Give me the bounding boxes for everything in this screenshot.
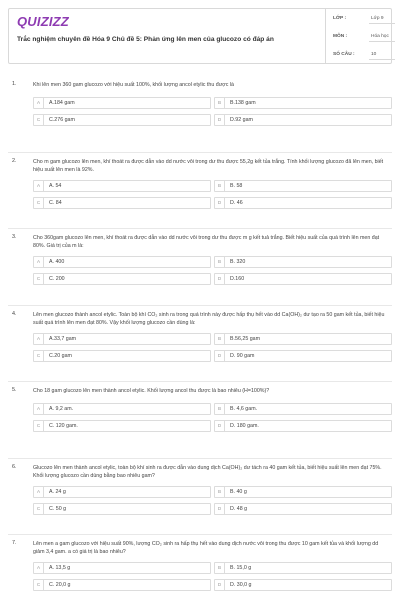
- worksheet-title: Trắc nghiệm chuyên đề Hóa 9 Chủ đề 5: Phản ứng lên men của glucozo có đáp án: [17, 36, 274, 43]
- worksheet-header: [8, 8, 392, 64]
- option-letter: C: [34, 115, 44, 125]
- option-text: B.56,25 gam: [230, 335, 261, 342]
- option-letter: A: [34, 257, 44, 267]
- option-text: B. 58: [230, 182, 243, 189]
- option-text: C. 50 g: [49, 505, 67, 512]
- option-letter: A: [34, 563, 44, 573]
- question-block: [0, 382, 400, 459]
- question-number: 1.: [12, 81, 17, 87]
- option-letter: C: [34, 421, 44, 431]
- answer-option[interactable]: [214, 273, 392, 285]
- question-text: Glucozo lên men thành ancol etylic, toàn bộ khí sinh ra được dẫn vào dung dịch Ca(OH)₂ dư tách ra 40 gam kết tủa, biết hiệu suất lên men đạt 75%. Khối lượng glucozo cần dùng bằng bao nhiêu gam?: [33, 464, 382, 479]
- answer-option[interactable]: [33, 256, 211, 268]
- option-letter: A: [34, 334, 44, 344]
- answer-option[interactable]: [33, 350, 211, 362]
- option-letter: C: [34, 274, 44, 284]
- option-letter: B: [215, 334, 225, 344]
- question-text: Cho m gam glucozo lên men, khí thoát ra được dẫn vào dd nước vôi trong dư thu được 55,2g kết tủa trắng. Tính khối lượng glucozo đã lên men, biết hiệu suất lên men là 92%.: [33, 158, 384, 173]
- question-text: Lên men a gam glucozo với hiệu suất 90%, lượng CO₂ sinh ra hấp thụ hết vào dung dịch nước vôi trong thu được 10 gam kết tủa và khối lượng dd giảm 3,4 gam. a có giá trị là bao nhiêu?: [33, 541, 379, 555]
- meta-count-value: 10: [371, 52, 377, 57]
- meta-subject-label: MÔN :: [333, 34, 348, 39]
- option-letter: D: [215, 274, 225, 284]
- answer-option[interactable]: [214, 114, 392, 126]
- option-letter: A: [34, 98, 44, 108]
- option-letter: B: [215, 98, 225, 108]
- answer-option[interactable]: [33, 97, 211, 109]
- question-block: [0, 153, 400, 230]
- answer-option[interactable]: [214, 403, 392, 415]
- answer-option[interactable]: [214, 562, 392, 574]
- option-letter: B: [215, 181, 225, 191]
- option-text: D. 48 g: [230, 505, 248, 512]
- answer-option[interactable]: [214, 333, 392, 345]
- option-letter: D: [215, 198, 225, 208]
- option-letter: C: [34, 351, 44, 361]
- option-text: B. 4,6 gam.: [230, 406, 258, 412]
- option-letter: C: [34, 198, 44, 208]
- meta-grade-value: Lớp 9: [371, 16, 384, 21]
- question-number: 7.: [12, 540, 17, 546]
- question-number: 5.: [12, 387, 17, 393]
- answer-option[interactable]: [33, 503, 211, 515]
- header-divider: [325, 9, 326, 63]
- option-text: A. 13,5 g: [49, 565, 71, 571]
- option-text: D.92 gam: [230, 117, 253, 123]
- answer-option[interactable]: [214, 197, 392, 209]
- answer-option[interactable]: [214, 420, 392, 432]
- option-letter: A: [34, 487, 44, 497]
- option-text: A. 24 g: [49, 488, 66, 495]
- option-text: C. 84: [49, 199, 62, 206]
- option-text: A. 9,2 am.: [49, 406, 74, 412]
- option-text: D. 30,0 g: [230, 582, 252, 588]
- meta-subject-value: Hóa học: [371, 34, 389, 39]
- option-text: B. 15,0 g: [230, 565, 252, 571]
- meta-count-label: SỐ CÂU :: [333, 52, 355, 57]
- question-block: [0, 459, 400, 536]
- question-text: Cho 18 gam glucozo lên men thành ancol etylic. Khối lượng ancol thu được là bao nhiêu (H=100%)?: [33, 388, 270, 394]
- option-letter: B: [215, 257, 225, 267]
- option-letter: B: [215, 487, 225, 497]
- option-text: C.276 gam: [49, 117, 75, 123]
- meta-subject: [333, 31, 395, 43]
- answer-option[interactable]: [33, 180, 211, 192]
- option-text: D. 180 gam.: [230, 423, 259, 429]
- option-letter: A: [34, 404, 44, 414]
- answer-option[interactable]: [214, 180, 392, 192]
- answer-option[interactable]: [214, 97, 392, 109]
- option-letter: C: [34, 504, 44, 514]
- answer-option[interactable]: [33, 579, 211, 591]
- answer-option[interactable]: [33, 420, 211, 432]
- option-letter: A: [34, 181, 44, 191]
- option-text: D. 90 gam: [230, 352, 255, 359]
- meta-subject-underline: [369, 41, 395, 42]
- question-block: [0, 76, 400, 153]
- question-number: 4.: [12, 310, 17, 317]
- option-text: B.138 gam: [230, 100, 256, 106]
- answer-option[interactable]: [33, 562, 211, 574]
- option-letter: B: [215, 404, 225, 414]
- option-letter: D: [215, 351, 225, 361]
- option-letter: B: [215, 563, 225, 573]
- option-text: D.160: [230, 276, 245, 282]
- option-text: A.33,7 gam: [49, 335, 77, 342]
- question-number: 6.: [12, 463, 17, 470]
- option-text: A. 400: [49, 259, 65, 265]
- option-letter: D: [215, 421, 225, 431]
- answer-option[interactable]: [33, 486, 211, 498]
- question-text: Lên men glucozo thành ancol etylic. Toàn bộ khí CO₂ sinh ra trong quá trình này được hấp thụ hết vào dd Ca(OH)₂ dư tạo ra 50 gam kết tủa, biết hiệu suất quá trình lên men đạt 80%. Vậy khối lượng glucozo cần dùng là:: [33, 311, 385, 326]
- answer-option[interactable]: [214, 256, 392, 268]
- option-text: C. 200: [49, 276, 65, 282]
- option-text: C. 20,0 g: [49, 582, 71, 588]
- question-list: [0, 76, 400, 600]
- option-letter: C: [34, 580, 44, 590]
- option-letter: D: [215, 580, 225, 590]
- answer-option[interactable]: [214, 486, 392, 498]
- question-block: [0, 229, 400, 306]
- question-block: [0, 306, 400, 383]
- question-block: [0, 535, 400, 600]
- question-text: Cho 360gam glucozo lên men, khí thoát ra được dẫn vào dd nước vôi trong dư thu được m g kết tuả trắng. Biết hiệu suất của quá trình lên men đạt 80%. Giá trị của m là:: [33, 235, 380, 249]
- option-text: B. 40 g: [230, 488, 247, 495]
- option-text: A. 54: [49, 182, 62, 189]
- option-text: C.20 gam: [49, 352, 72, 359]
- answer-option[interactable]: [33, 197, 211, 209]
- answer-option[interactable]: [214, 579, 392, 591]
- meta-count-underline: [369, 59, 395, 60]
- answer-option[interactable]: [214, 350, 392, 362]
- quizizz-logo: QUIZIZZ: [17, 14, 69, 29]
- answer-option[interactable]: [33, 273, 211, 285]
- option-letter: D: [215, 115, 225, 125]
- option-text: C. 120 gam.: [49, 423, 78, 429]
- meta-grade: [333, 13, 395, 25]
- option-text: A.184 gam: [49, 100, 75, 106]
- answer-option[interactable]: [33, 403, 211, 415]
- meta-grade-label: LỚP :: [333, 16, 347, 21]
- meta-grade-underline: [369, 23, 395, 24]
- option-text: D. 46: [230, 199, 243, 206]
- option-letter: D: [215, 504, 225, 514]
- answer-option[interactable]: [214, 503, 392, 515]
- question-number: 2.: [12, 157, 17, 164]
- meta-count: [333, 49, 395, 61]
- question-text: Khi lên men 360 gam glucozo với hiệu suất 100%, khối lượng ancol etylic thu được là: [33, 82, 234, 88]
- answer-option[interactable]: [33, 333, 211, 345]
- question-number: 3.: [12, 234, 17, 240]
- answer-option[interactable]: [33, 114, 211, 126]
- option-text: B. 320: [230, 259, 246, 265]
